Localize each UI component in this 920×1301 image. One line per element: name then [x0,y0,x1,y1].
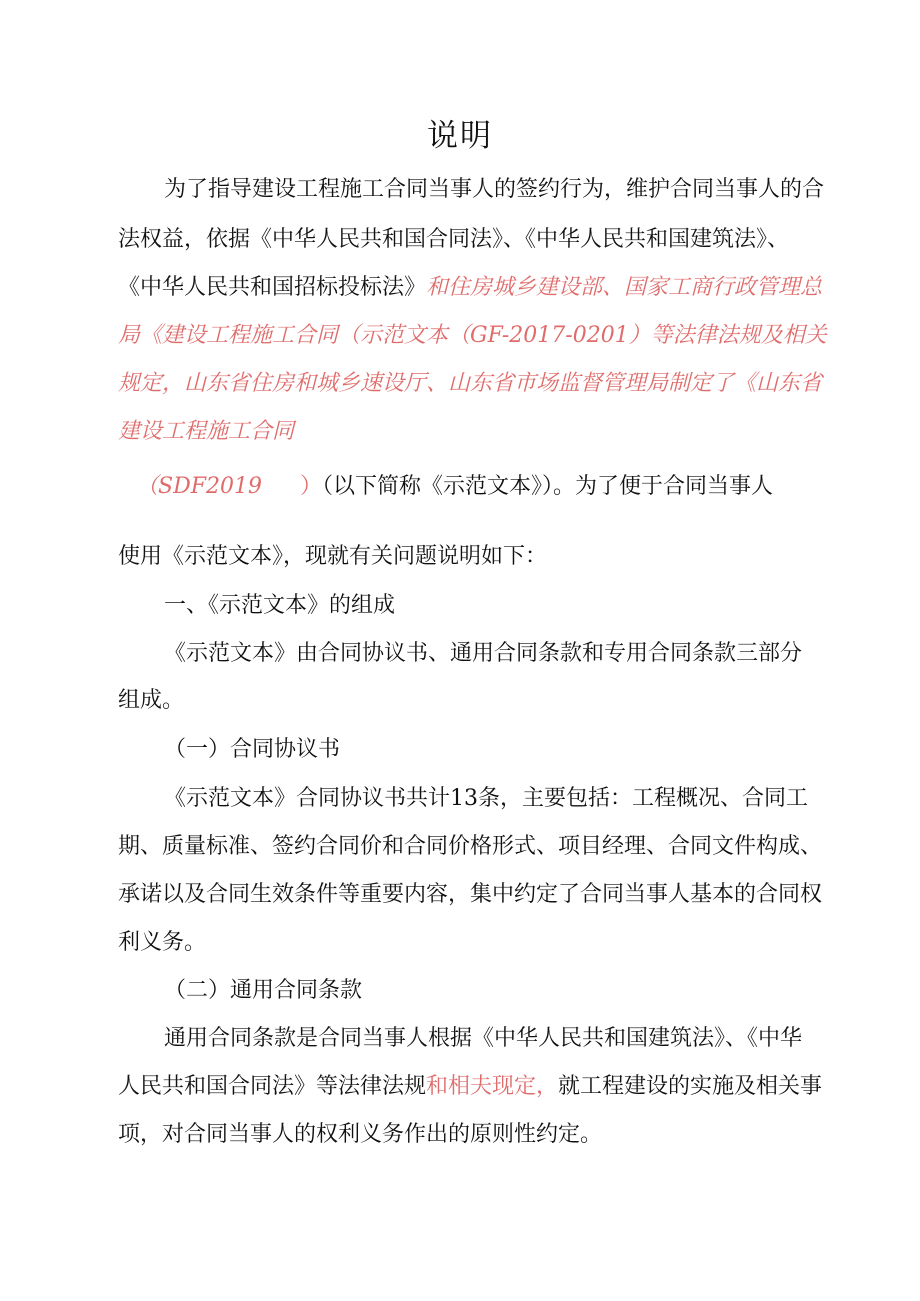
standard-code: （SDF2019 [136,474,262,499]
subsection-1-line-1: 《示范文本》合同协议书共计13条，主要包括：工程概况、合同工 [164,786,808,811]
intro-line-7-text: （以下简称《示范文本》）。为了便于合同当事人 [321,474,773,499]
page-title: 说明 [427,118,493,154]
subsection-2-line-3: 项，对合同当事人的权利义务作出的原则性约定。 [118,1122,603,1147]
intro-line-1: 为了指导建设工程施工合同当事人的签约行为，维护合同当事人的合 [164,177,825,202]
section-1-para-line-1: 《示范文本》由合同协议书、通用合同条款和专用合同条款三部分 [164,641,803,666]
subsection-2-line-2-highlight: 和相夫现定， [426,1074,559,1099]
intro-line-6: 建设工程施工合同 [118,419,295,444]
section-1-para-line-2: 组成。 [118,688,185,713]
subsection-1-line-2: 期、质量标准、签约合同价和合同价格形式、项目经理、合同文件构成、 [118,834,823,859]
intro-line-3-highlight: 和住房城乡建设部、国家工商行政管理总 [426,275,823,300]
intro-line-7 [136,472,773,502]
subsection-1-line-4: 利义务。 [118,930,207,955]
intro-line-3-text: 《中华人民共和国招标投标法》 [118,275,427,300]
intro-line-8: 使用《示范文本》，现就有关问题说明如下： [118,544,548,569]
subsection-2-line-2-text-a: 人民共和国合同法》等法律法规 [118,1074,427,1099]
intro-line-5: 规定，山东省住房和城乡速设厅、山东省市场监督管理局制定了《山东省 [118,371,823,396]
intro-line-2: 法权益，依据《中华人民共和国合同法》、《中华人民共和国建筑法》、 [118,227,790,252]
standard-code-close: ） [299,474,322,499]
intro-line-3 [118,273,822,303]
intro-line-4: 局《建设工程施工合同（示范文本（GF-2017-0201）等法律法规及相关 [118,323,827,348]
subsection-1-line-3: 承诺以及合同生效条件等重要内容，集中约定了合同当事人基本的合同权 [118,882,823,907]
subsection-2-line-2-text-b: 就工程建设的实施及相关事 [558,1074,823,1099]
section-1-heading: 一、《示范文本》的组成 [164,593,396,618]
subsection-2-line-2 [118,1072,822,1102]
subsection-1-heading: （一）合同协议书 [164,737,341,762]
subsection-2-heading: （二）通用合同条款 [164,978,363,1003]
subsection-2-line-1: 通用合同条款是合同当事人根据《中华人民共和国建筑法》、《中华 [164,1026,803,1051]
